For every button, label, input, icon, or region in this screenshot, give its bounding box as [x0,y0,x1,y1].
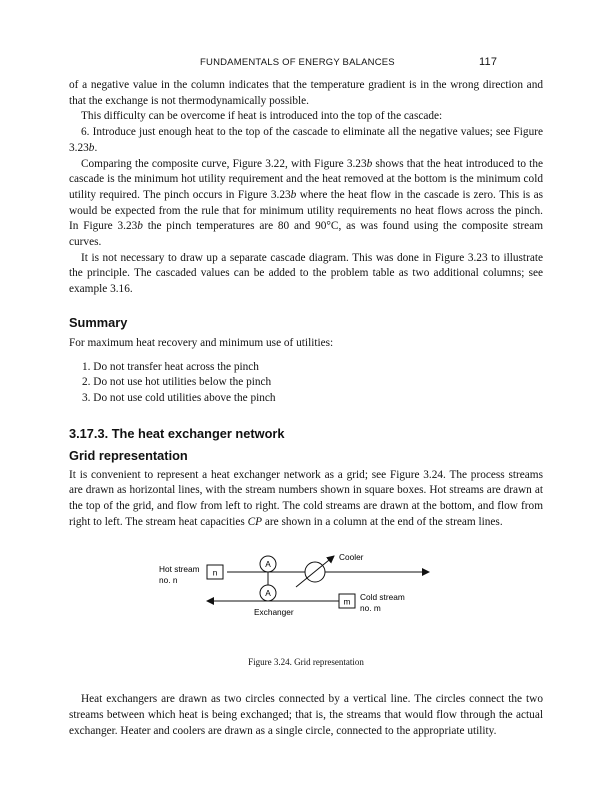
page-number: 117 [479,56,498,68]
rule-item: 2. Do not use hot utilities below the pinch [82,376,272,389]
hot-stream-box-label: n [212,567,218,578]
figure-caption: Figure 3.24. Grid representation [248,657,364,668]
paragraph-continued: of a negative value in the column indicates that the temperature gradient is in the wrong direction and that the exchange is not thermodynamically possible. [69,79,543,107]
cold-stream-box-label: m [343,596,351,607]
exchanger-bottom-label: A [265,588,271,599]
hot-stream-label: Hot stream [159,564,200,575]
paragraph-composite-curve [69,157,543,251]
summary-rules [82,360,543,407]
text-run: 6. Introduce just enough heat to the top of the cascade to eliminate all the negative values; see Figure 3.23 [69,126,543,154]
paragraph-cascade-diagram: It is not necessary to draw up a separate cascade diagram. This was done in Figure 3.23 to illustrate the principle. The cascaded values can be added to the problem table as two additional columns; see example 3.16. [69,251,543,296]
cold-stream-label: Cold stream [360,592,405,603]
running-head [0,57,612,71]
exchanger-top-label: A [265,559,271,570]
body-text [69,78,543,740]
text-run: are shown in a column at the end of the stream lines. [262,515,503,528]
figure-ref-italic: b [137,220,143,233]
figure-ref-italic: b [290,188,297,201]
figure-grid-representation [69,542,543,692]
section-heading: 3.17.3. The heat exchanger network [69,425,285,441]
paragraph-grid [69,468,543,531]
exchanger-label: Exchanger [254,607,294,618]
paragraph-difficulty: This difficulty can be overcome if heat is introduced into the top of the cascade: [81,110,443,123]
summary-heading: Summary [69,314,128,330]
text-run: where the heat flow in the cascade is zero. This is as would be expected from the rule that for minimum utility requirements no heat flows across the pinch. In Figure 3.23 [69,188,544,233]
text-run: the pinch temperatures are 80 and 90°C, as was found using the composite stream curves. [69,220,543,249]
text-run: Comparing the composite curve, Figure 3.22, with Figure 3.23 [81,157,367,170]
text-run: shows that the heat introduced to the cascade is the minimum hot utility requirement and the heat removed at the bottom is the minimum cold utility required. The pinch occurs in Figure 3.23 [69,157,543,201]
running-title: FUNDAMENTALS OF ENERGY BALANCES [200,57,395,68]
rule-item: 1. Do not transfer heat across the pinch [82,360,259,373]
summary-intro: For maximum heat recovery and minimum use of utilities: [69,336,334,349]
cp-symbol: CP [247,515,263,528]
figure-ref-italic: b [88,141,95,154]
grid-diagram [69,542,543,654]
text-run: . [94,141,98,154]
rule-item: 3. Do not use cold utilities above the pinch [82,391,276,404]
text-run: It is convenient to represent a heat exchanger network as a grid; see Figure 3.24. The process streams are drawn as horizontal lines, with the stream numbers shown in square boxes. Hot streams are drawn at the top of the grid, and flow from left to right. The cold streams are drawn at the bottom, and flow from right to left. The stream heat capacities [69,468,543,528]
cold-stream-number: no. m [360,603,381,614]
figure-ref-italic: b [366,157,373,170]
paragraph-exchangers: Heat exchangers are drawn as two circles connected by a vertical line. The circles connect the two streams between which heat is being exchanged; that is, the streams that would flow through the actual exchanger. Heater and coolers are drawn as a single circle, connected to the appropriate utility. [69,693,543,737]
cooler-label: Cooler [339,552,364,563]
hot-stream-number: no. n [159,575,178,586]
subsection-heading: Grid representation [69,447,188,463]
paragraph-step-6 [69,125,543,156]
